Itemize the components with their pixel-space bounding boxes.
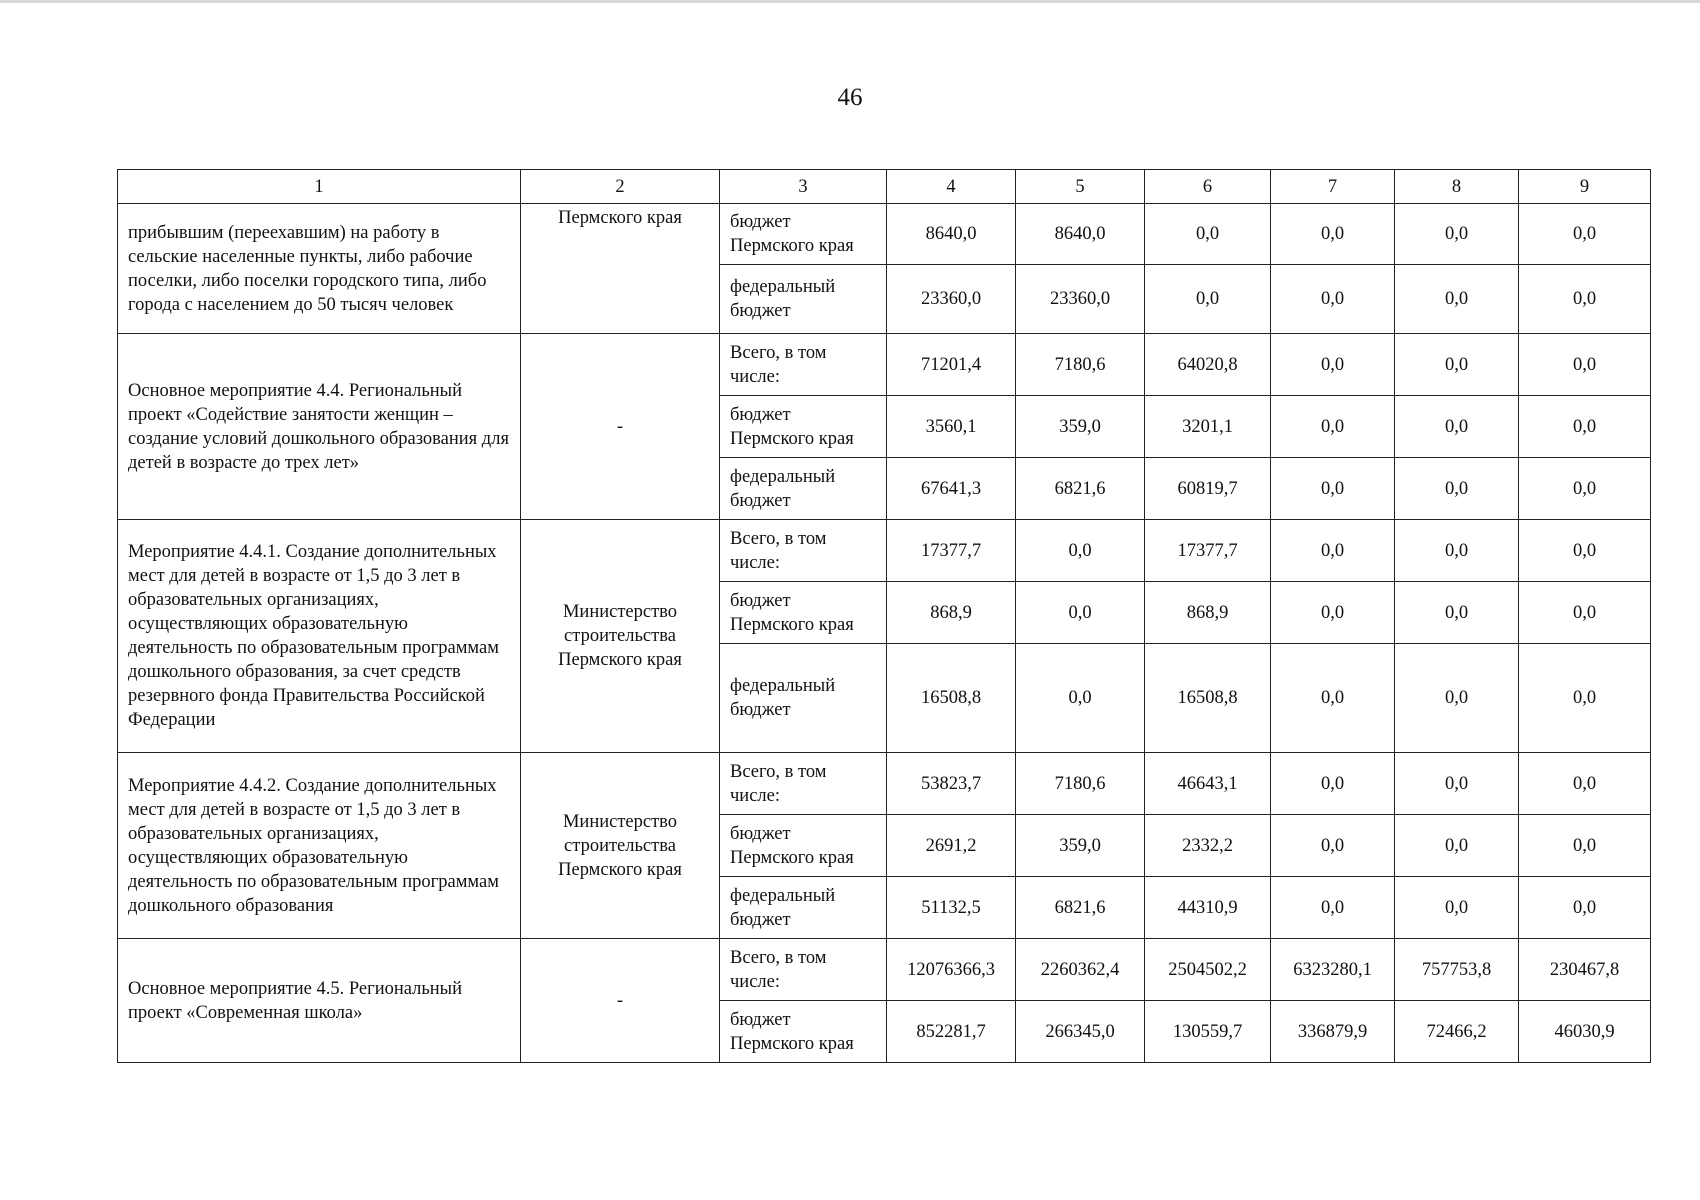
value-cell: 8640,0 <box>887 204 1016 265</box>
source-cell: бюджет Пермского края <box>720 1001 887 1063</box>
value-cell: 0,0 <box>1395 265 1519 334</box>
value-cell: 130559,7 <box>1145 1001 1271 1063</box>
executor-cell: Министерство строительства Пермского края <box>521 753 720 939</box>
value-cell: 0,0 <box>1271 520 1395 582</box>
value-cell: 2260362,4 <box>1016 939 1145 1001</box>
page-number: 46 <box>837 84 863 111</box>
value-cell: 0,0 <box>1271 334 1395 396</box>
column-header: 7 <box>1271 170 1395 204</box>
value-cell: 757753,8 <box>1395 939 1519 1001</box>
value-cell: 359,0 <box>1016 396 1145 458</box>
value-cell: 0,0 <box>1395 753 1519 815</box>
table-row <box>118 334 1651 396</box>
value-cell: 0,0 <box>1271 815 1395 877</box>
value-cell: 0,0 <box>1395 520 1519 582</box>
value-cell: 0,0 <box>1016 644 1145 753</box>
executor-cell: - <box>521 334 720 520</box>
value-cell: 0,0 <box>1395 877 1519 939</box>
value-cell: 46643,1 <box>1145 753 1271 815</box>
value-cell: 71201,4 <box>887 334 1016 396</box>
value-cell: 0,0 <box>1519 458 1651 520</box>
value-cell: 7180,6 <box>1016 753 1145 815</box>
value-cell: 7180,6 <box>1016 334 1145 396</box>
value-cell: 0,0 <box>1519 520 1651 582</box>
budget-table <box>117 169 1651 1063</box>
source-cell: бюджет Пермского края <box>720 396 887 458</box>
value-cell: 0,0 <box>1395 644 1519 753</box>
value-cell: 0,0 <box>1271 265 1395 334</box>
value-cell: 2691,2 <box>887 815 1016 877</box>
activity-cell: Мероприятие 4.4.2. Создание дополнительных мест для детей в возрасте от 1,5 до 3 лет в образовательных организациях, осуществляющих образовательную деятельность по образовательным программам дошкольного образования <box>118 753 521 939</box>
value-cell: 0,0 <box>1271 753 1395 815</box>
value-cell: 64020,8 <box>1145 334 1271 396</box>
value-cell: 16508,8 <box>887 644 1016 753</box>
value-cell: 51132,5 <box>887 877 1016 939</box>
value-cell: 23360,0 <box>887 265 1016 334</box>
activity-cell: Мероприятие 4.4.1. Создание дополнительных мест для детей в возрасте от 1,5 до 3 лет в образовательных организациях, осуществляющих образовательную деятельность по образовательным программам дошкольного образования, за счет средств резервного фонда Правительства Российской Федерации <box>118 520 521 753</box>
value-cell: 0,0 <box>1395 815 1519 877</box>
value-cell: 16508,8 <box>1145 644 1271 753</box>
value-cell: 0,0 <box>1271 204 1395 265</box>
value-cell: 868,9 <box>887 582 1016 644</box>
executor-cell: Министерство строительства Пермского края <box>521 520 720 753</box>
source-cell: федеральный бюджет <box>720 458 887 520</box>
source-cell: федеральный бюджет <box>720 265 887 334</box>
scan-edge <box>0 0 1700 3</box>
value-cell: 0,0 <box>1271 644 1395 753</box>
value-cell: 60819,7 <box>1145 458 1271 520</box>
column-header: 5 <box>1016 170 1145 204</box>
executor-cell: - <box>521 939 720 1063</box>
value-cell: 17377,7 <box>1145 520 1271 582</box>
value-cell: 266345,0 <box>1016 1001 1145 1063</box>
value-cell: 2332,2 <box>1145 815 1271 877</box>
activity-cell: Основное мероприятие 4.5. Региональный проект «Современная школа» <box>118 939 521 1063</box>
value-cell: 0,0 <box>1271 458 1395 520</box>
activity-cell: прибывшим (переехавшим) на работу в сельские населенные пункты, либо рабочие поселки, либо поселки городского типа, либо города с населением до 50 тысяч человек <box>118 204 521 334</box>
value-cell: 72466,2 <box>1395 1001 1519 1063</box>
value-cell: 3201,1 <box>1145 396 1271 458</box>
value-cell: 0,0 <box>1145 265 1271 334</box>
activity-cell: Основное мероприятие 4.4. Региональный проект «Содействие занятости женщин – создание условий дошкольного образования для детей в возрасте до трех лет» <box>118 334 521 520</box>
column-header: 3 <box>720 170 887 204</box>
value-cell: 46030,9 <box>1519 1001 1651 1063</box>
value-cell: 0,0 <box>1271 582 1395 644</box>
value-cell: 8640,0 <box>1016 204 1145 265</box>
value-cell: 0,0 <box>1519 582 1651 644</box>
column-header: 8 <box>1395 170 1519 204</box>
value-cell: 67641,3 <box>887 458 1016 520</box>
source-cell: бюджет Пермского края <box>720 815 887 877</box>
value-cell: 0,0 <box>1395 334 1519 396</box>
value-cell: 0,0 <box>1519 815 1651 877</box>
value-cell: 6323280,1 <box>1271 939 1395 1001</box>
value-cell: 868,9 <box>1145 582 1271 644</box>
column-header: 6 <box>1145 170 1271 204</box>
value-cell: 0,0 <box>1016 520 1145 582</box>
value-cell: 0,0 <box>1519 204 1651 265</box>
value-cell: 359,0 <box>1016 815 1145 877</box>
value-cell: 0,0 <box>1271 877 1395 939</box>
table-row <box>118 204 1651 265</box>
value-cell: 0,0 <box>1519 334 1651 396</box>
source-cell: федеральный бюджет <box>720 877 887 939</box>
value-cell: 17377,7 <box>887 520 1016 582</box>
header-row <box>118 170 1651 204</box>
table-row <box>118 753 1651 815</box>
column-header: 4 <box>887 170 1016 204</box>
value-cell: 12076366,3 <box>887 939 1016 1001</box>
value-cell: 6821,6 <box>1016 458 1145 520</box>
value-cell: 0,0 <box>1519 265 1651 334</box>
table-row <box>118 939 1651 1001</box>
value-cell: 2504502,2 <box>1145 939 1271 1001</box>
value-cell: 852281,7 <box>887 1001 1016 1063</box>
value-cell: 0,0 <box>1519 877 1651 939</box>
value-cell: 0,0 <box>1519 644 1651 753</box>
value-cell: 0,0 <box>1395 204 1519 265</box>
executor-cell: Пермского края <box>521 204 720 334</box>
value-cell: 44310,9 <box>1145 877 1271 939</box>
column-header: 2 <box>521 170 720 204</box>
source-cell: Всего, в том числе: <box>720 520 887 582</box>
source-cell: бюджет Пермского края <box>720 204 887 265</box>
source-cell: бюджет Пермского края <box>720 582 887 644</box>
source-cell: федеральный бюджет <box>720 644 887 753</box>
source-cell: Всего, в том числе: <box>720 939 887 1001</box>
value-cell: 3560,1 <box>887 396 1016 458</box>
value-cell: 0,0 <box>1016 582 1145 644</box>
value-cell: 336879,9 <box>1271 1001 1395 1063</box>
value-cell: 0,0 <box>1395 458 1519 520</box>
value-cell: 6821,6 <box>1016 877 1145 939</box>
value-cell: 23360,0 <box>1016 265 1145 334</box>
value-cell: 0,0 <box>1145 204 1271 265</box>
value-cell: 0,0 <box>1519 753 1651 815</box>
value-cell: 53823,7 <box>887 753 1016 815</box>
value-cell: 0,0 <box>1395 582 1519 644</box>
value-cell: 0,0 <box>1271 396 1395 458</box>
value-cell: 0,0 <box>1519 396 1651 458</box>
column-header: 1 <box>118 170 521 204</box>
value-cell: 230467,8 <box>1519 939 1651 1001</box>
column-header: 9 <box>1519 170 1651 204</box>
value-cell: 0,0 <box>1395 396 1519 458</box>
source-cell: Всего, в том числе: <box>720 753 887 815</box>
table-row <box>118 520 1651 582</box>
source-cell: Всего, в том числе: <box>720 334 887 396</box>
